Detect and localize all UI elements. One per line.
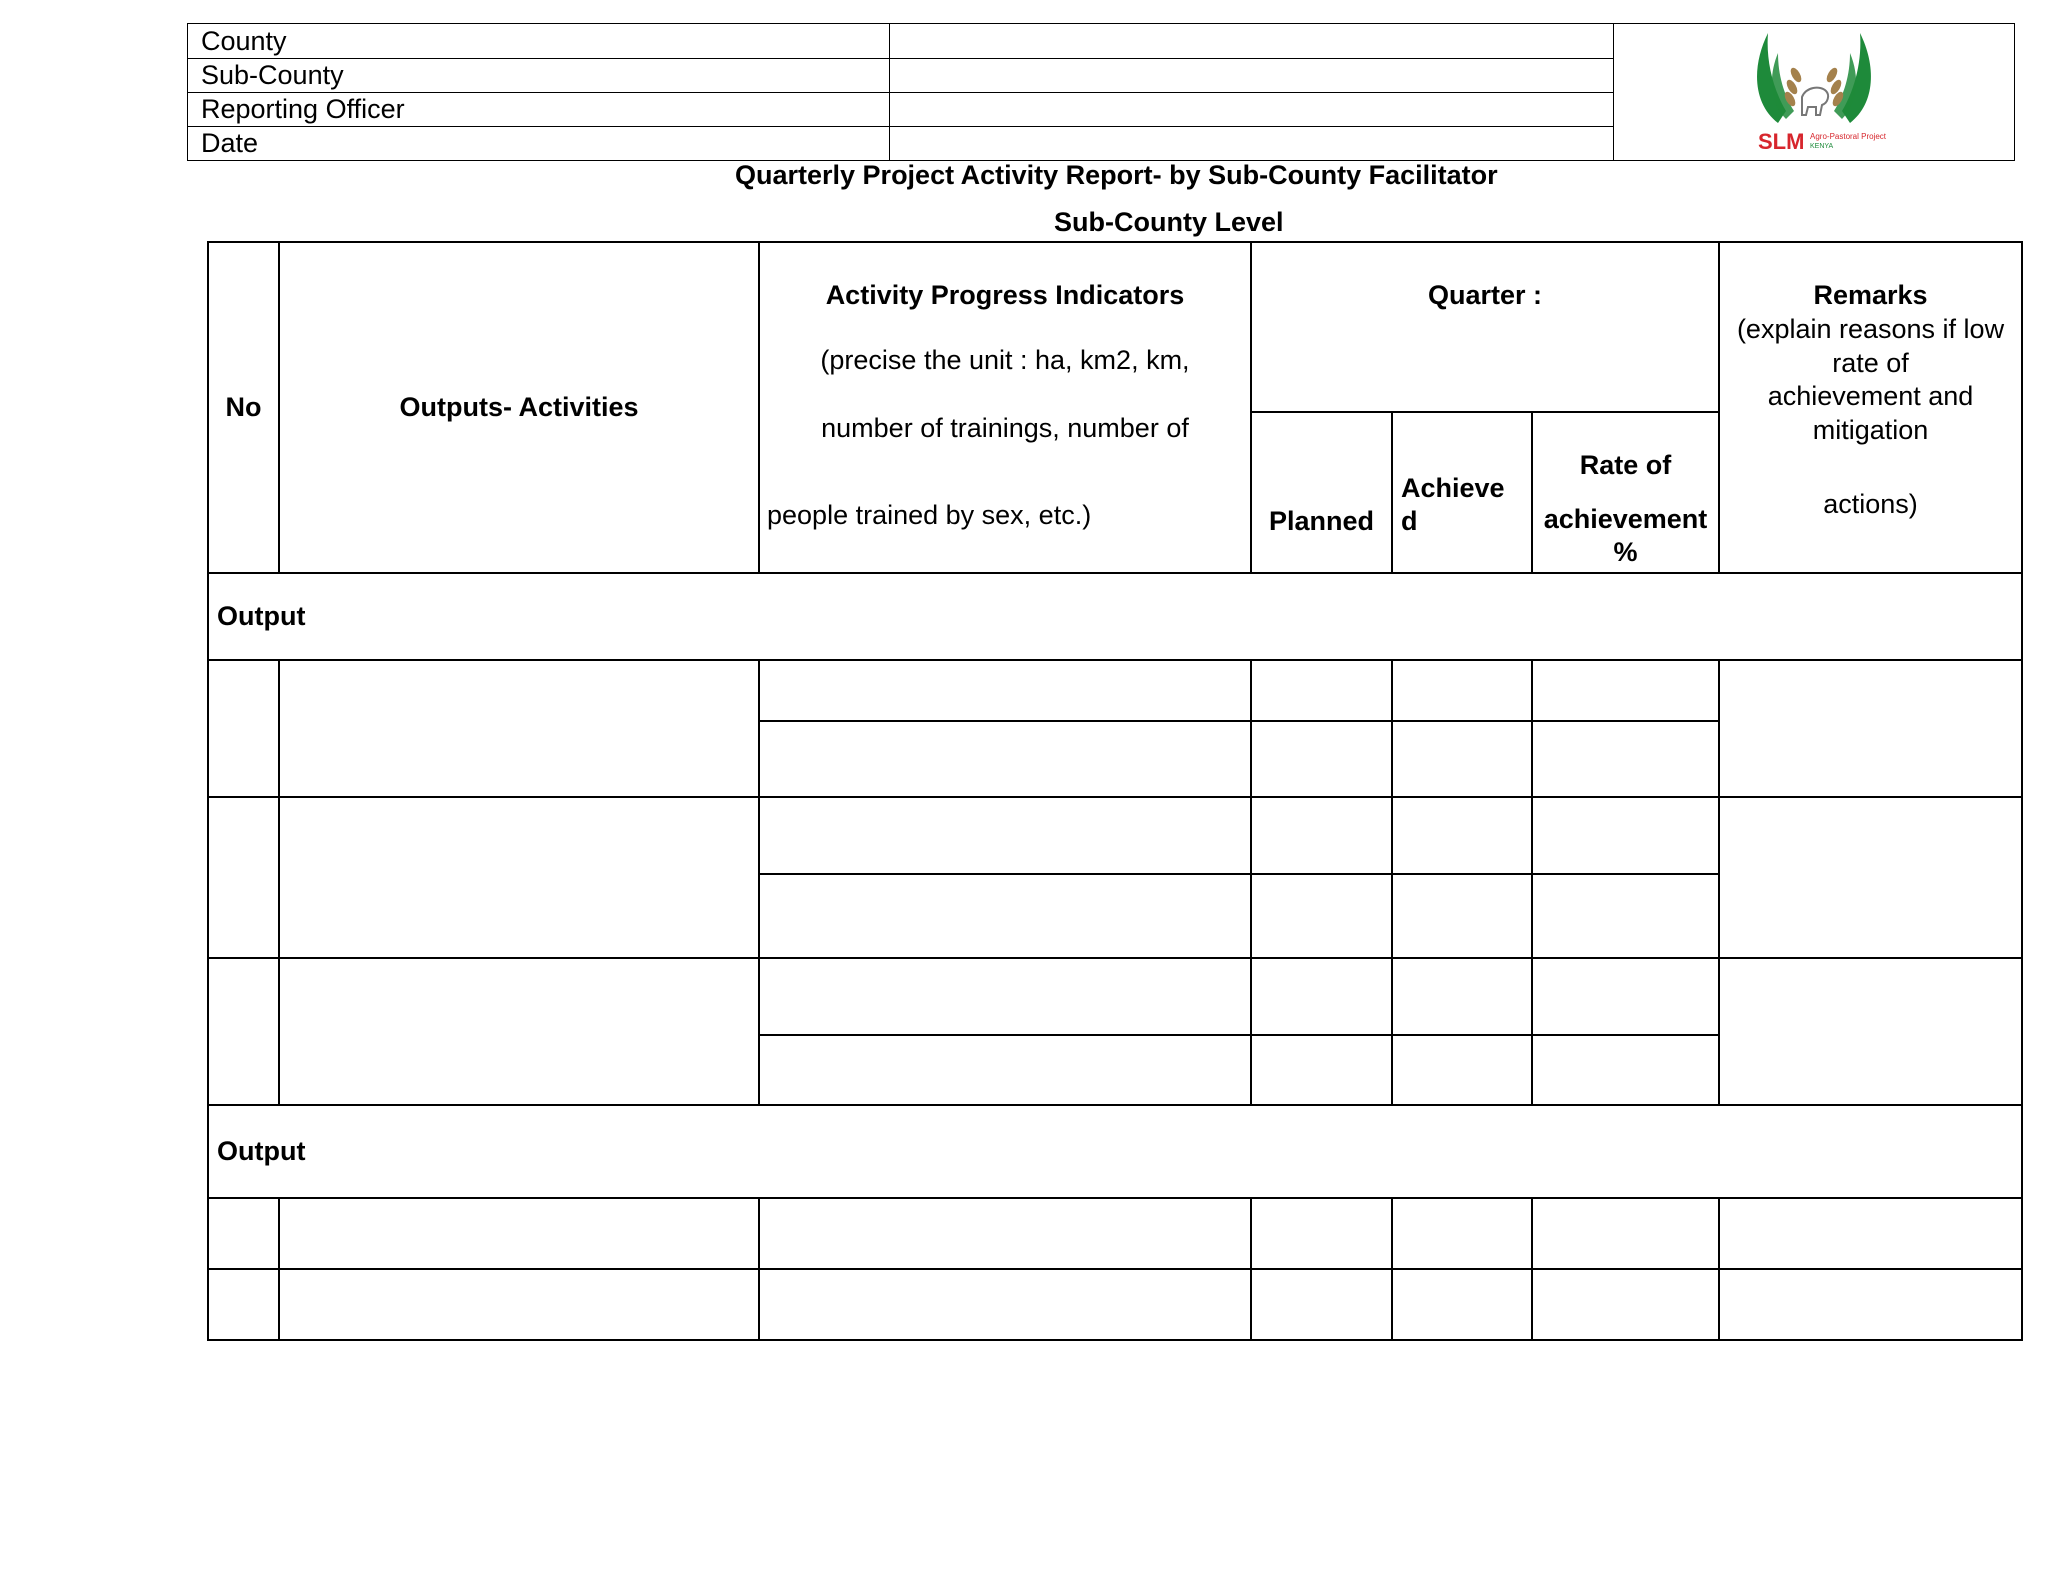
activity-no-cell[interactable] <box>208 1198 279 1269</box>
achieved-cell[interactable] <box>1392 660 1532 721</box>
activity-report-table <box>207 241 2023 1341</box>
rate-line-2: achievement <box>1543 503 1708 534</box>
achieved-cell[interactable] <box>1392 1198 1532 1269</box>
achieved-cell[interactable] <box>1392 874 1532 958</box>
indicators-line-1: (precise the unit : ha, km2, km, <box>820 344 1190 375</box>
activity-description-cell[interactable] <box>279 1269 759 1340</box>
date-value-field[interactable] <box>890 127 1614 161</box>
rate-cell[interactable] <box>1532 874 1719 958</box>
rate-cell[interactable] <box>1532 1269 1719 1340</box>
reporting-officer-value-field[interactable] <box>890 93 1614 127</box>
col-header-outputs-activities: Outputs- Activities <box>279 242 759 573</box>
logo-tagline-1: Agro-Pastoral Project <box>1810 131 1887 141</box>
county-value-field[interactable] <box>890 24 1614 59</box>
output-row-2: Output <box>208 1105 2022 1198</box>
rate-cell[interactable] <box>1532 797 1719 874</box>
remarks-line-5: actions) <box>1823 488 1918 519</box>
indicator-cell[interactable] <box>759 660 1251 721</box>
report-title: Quarterly Project Activity Report- by Sub-County Facilitator <box>735 160 1498 190</box>
col-header-rate <box>1532 412 1719 573</box>
planned-cell[interactable] <box>1251 1198 1392 1269</box>
sub-county-label: Sub-County <box>188 59 890 93</box>
sub-county-value-field[interactable] <box>890 59 1614 93</box>
indicator-cell[interactable] <box>759 958 1251 1035</box>
rate-line-3: % <box>1613 537 1638 568</box>
remarks-line-3: achievement and <box>1767 381 1974 412</box>
achieved-cell[interactable] <box>1392 1035 1532 1105</box>
activity-description-cell[interactable] <box>279 958 759 1105</box>
report-subtitle: Sub-County Level <box>1054 207 1284 237</box>
indicators-line-3: people trained by sex, etc.) <box>767 500 1092 531</box>
col-header-planned: Planned <box>1251 412 1392 573</box>
remarks-cell[interactable] <box>1719 1198 2022 1269</box>
indicator-cell[interactable] <box>759 721 1251 797</box>
col-header-remarks <box>1719 242 2022 573</box>
remarks-line-1: (explain reasons if low <box>1736 313 2005 344</box>
logo-cell <box>1614 24 2015 161</box>
achieved-cell[interactable] <box>1392 797 1532 874</box>
planned-cell[interactable] <box>1251 721 1392 797</box>
col-header-indicators <box>759 242 1251 573</box>
activity-no-cell[interactable] <box>208 660 279 797</box>
rate-cell[interactable] <box>1532 1035 1719 1105</box>
slm-logo <box>1734 25 1894 155</box>
achieved-line-2: d <box>1401 506 1418 537</box>
col-header-no: No <box>208 242 279 573</box>
date-label: Date <box>188 127 890 161</box>
report-header-info <box>187 23 2015 161</box>
rate-cell[interactable] <box>1532 721 1719 797</box>
achieved-cell[interactable] <box>1392 721 1532 797</box>
planned-cell[interactable] <box>1251 958 1392 1035</box>
remarks-line-4: mitigation <box>1812 415 1929 445</box>
achieved-line-1: Achieve <box>1401 472 1505 503</box>
indicator-cell[interactable] <box>759 1198 1251 1269</box>
rate-cell[interactable] <box>1532 958 1719 1035</box>
remarks-cell[interactable] <box>1719 797 2022 958</box>
activity-no-cell[interactable] <box>208 797 279 958</box>
rate-cell[interactable] <box>1532 660 1719 721</box>
rate-cell[interactable] <box>1532 1198 1719 1269</box>
remarks-cell[interactable] <box>1719 660 2022 797</box>
remarks-title: Remarks <box>1813 280 1928 310</box>
remarks-cell[interactable] <box>1719 1269 2022 1340</box>
col-header-achieved <box>1392 412 1532 573</box>
indicator-cell[interactable] <box>759 874 1251 958</box>
logo-animal-icon <box>1802 87 1828 114</box>
reporting-officer-label: Reporting Officer <box>188 93 890 127</box>
achieved-cell[interactable] <box>1392 1269 1532 1340</box>
activity-description-cell[interactable] <box>279 660 759 797</box>
indicators-title: Activity Progress Indicators <box>825 280 1185 310</box>
activity-no-cell[interactable] <box>208 958 279 1105</box>
indicator-cell[interactable] <box>759 797 1251 874</box>
remarks-line-2: rate of <box>1832 347 1909 378</box>
col-header-quarter: Quarter : <box>1251 242 1719 412</box>
remarks-cell[interactable] <box>1719 958 2022 1105</box>
logo-tagline-2: KENYA <box>1810 142 1834 150</box>
logo-text: SLM <box>1758 128 1805 154</box>
indicator-cell[interactable] <box>759 1035 1251 1105</box>
planned-cell[interactable] <box>1251 874 1392 958</box>
planned-cell[interactable] <box>1251 797 1392 874</box>
indicators-line-2: number of trainings, number of <box>821 412 1189 443</box>
output-row-1: Output <box>208 573 2022 660</box>
activity-description-cell[interactable] <box>279 1198 759 1269</box>
county-label: County <box>188 24 890 59</box>
indicator-cell[interactable] <box>759 1269 1251 1340</box>
activity-no-cell[interactable] <box>208 1269 279 1340</box>
planned-cell[interactable] <box>1251 1269 1392 1340</box>
rate-line-1: Rate of <box>1579 449 1672 480</box>
planned-cell[interactable] <box>1251 660 1392 721</box>
activity-description-cell[interactable] <box>279 797 759 958</box>
planned-cell[interactable] <box>1251 1035 1392 1105</box>
achieved-cell[interactable] <box>1392 958 1532 1035</box>
